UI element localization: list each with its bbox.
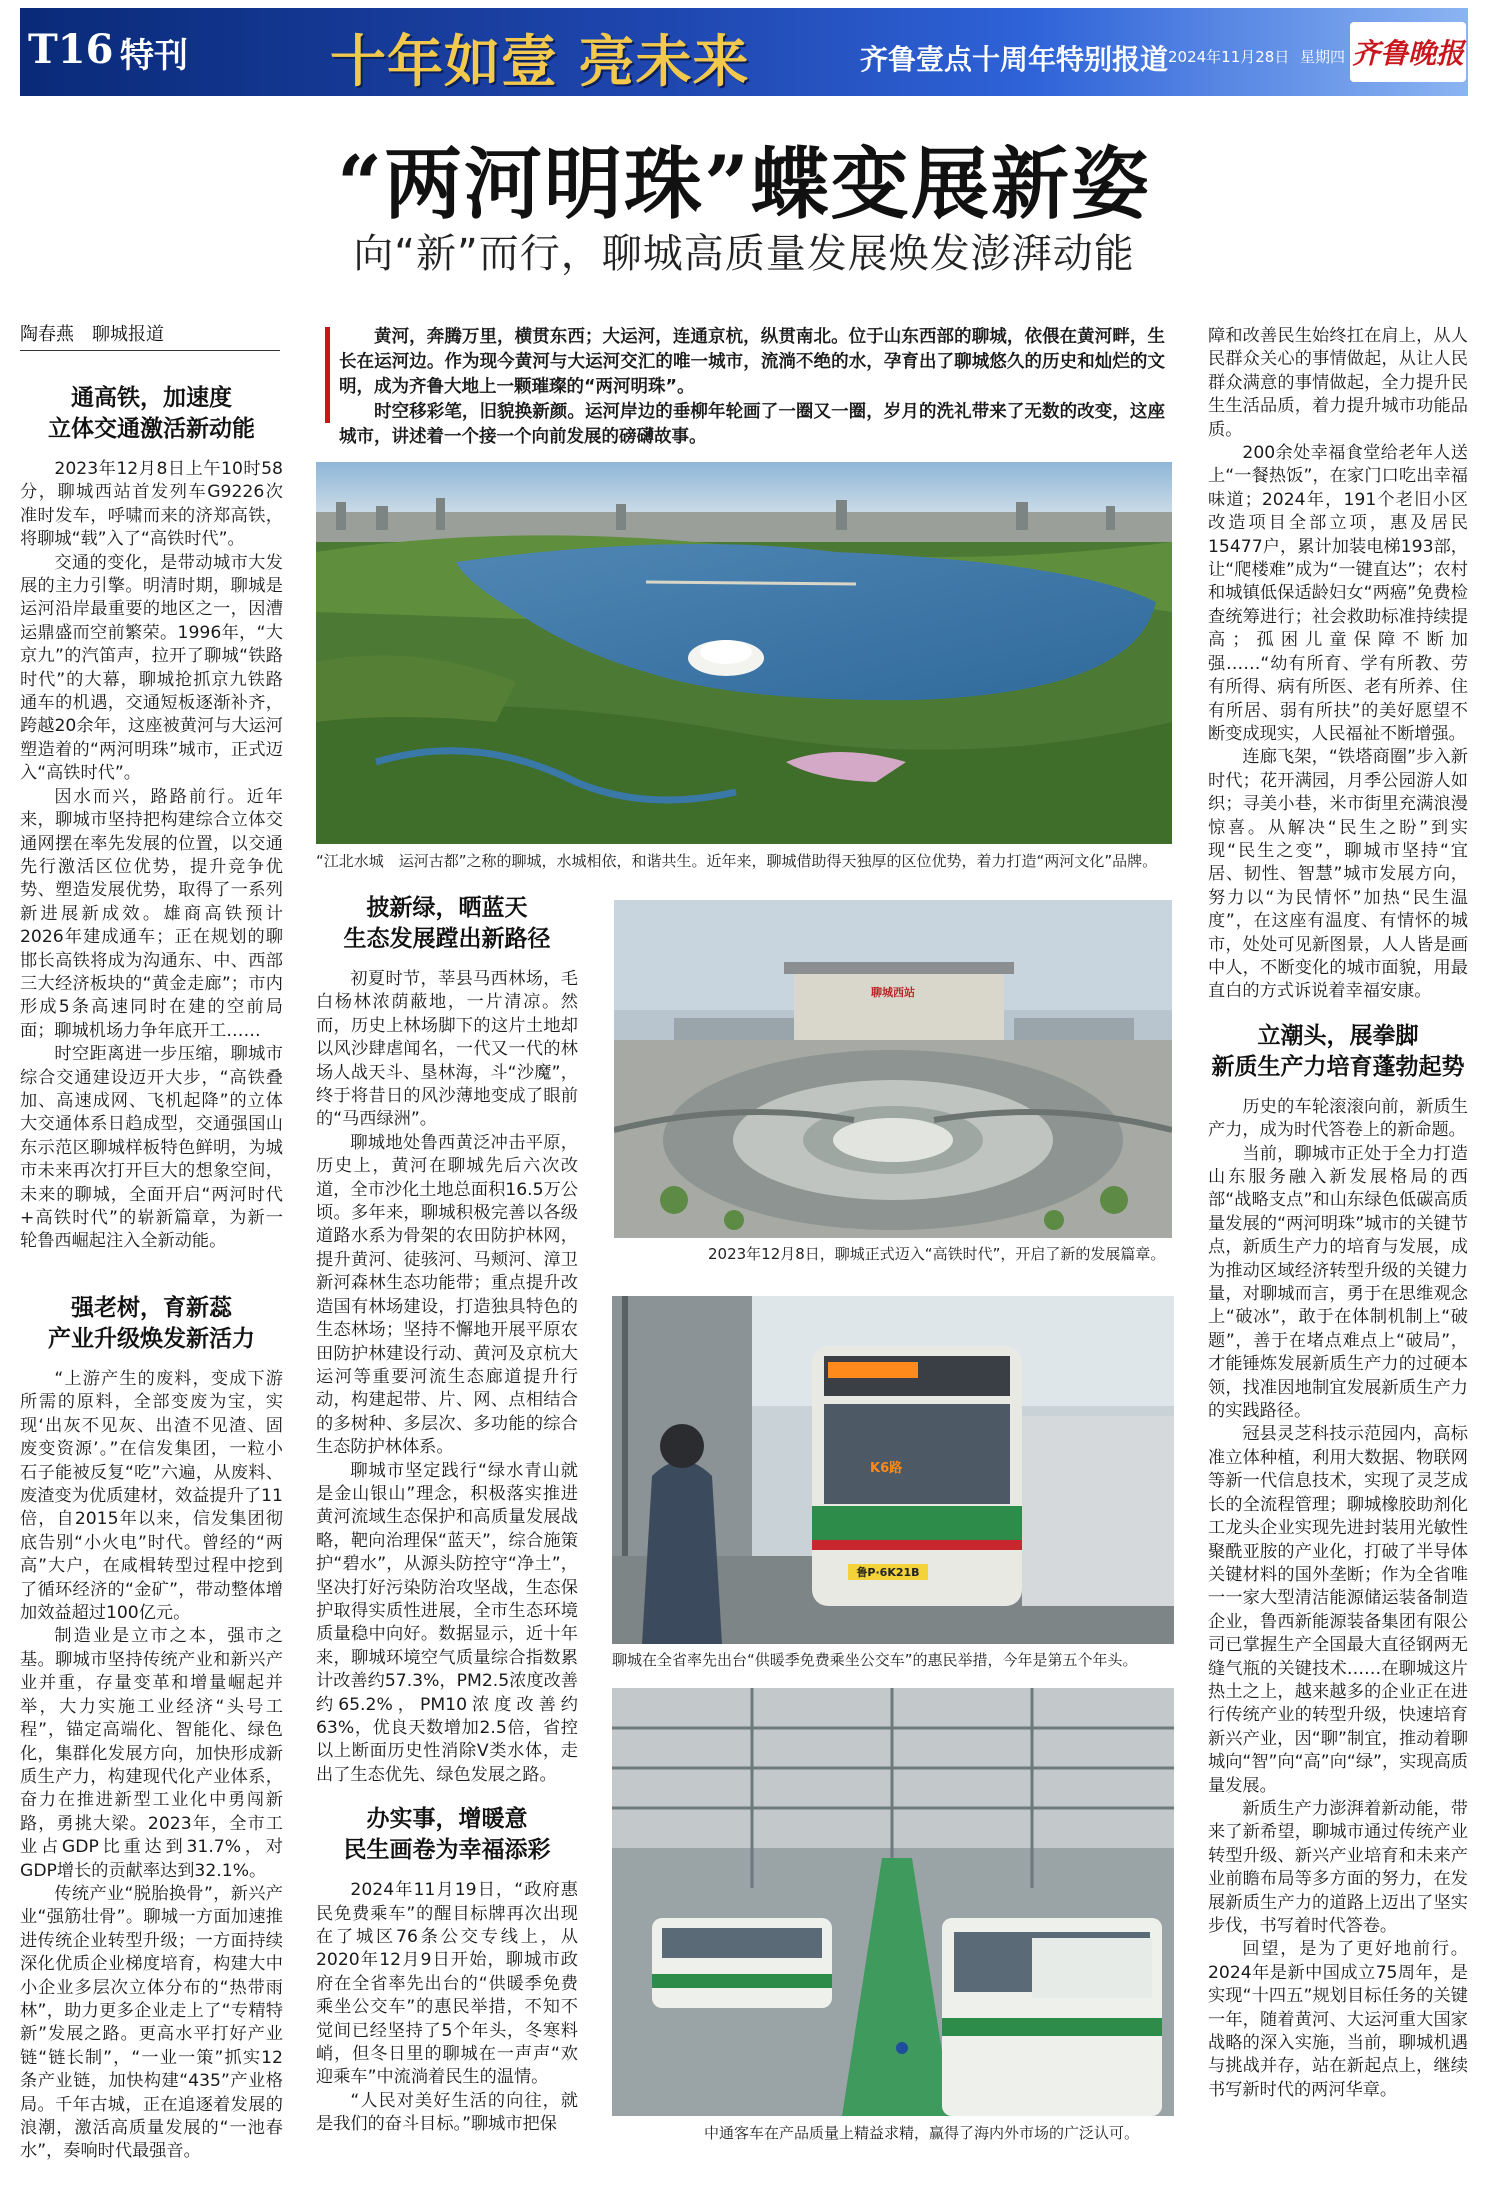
- section-heading: 民生画卷为幸福添彩: [343, 1836, 551, 1864]
- bus-photo-caption: 聊城在全省率先出台“供暖季免费乘坐公交车”的惠民举措，今年是第五个年头。: [612, 1651, 1138, 1669]
- aerial-city-photo-graphic: [316, 462, 1172, 844]
- byline: 陶春燕 聊城报道: [20, 320, 280, 351]
- paragraph: 聊城地处鲁西黄泛冲击平原，历史上，黄河在聊城先后六次改道，全市沙化土地总面积16.5万公顷。多年来，聊城积极完善以各级道路水系为骨架的农田防护林网，提升黄河、徒骇河、马颊河、漳卫新河森林生态功能带；重点提升改造国有林场建设，打造独具特色的生态林场；坚持不懈地开展平原农田防护林建设行动、黄河及京杭大运河等重要河流生态廊道提升行动，构建起带、片、网、点相结合的多树种、多层次、多功能的综合生态防护林体系。: [316, 1132, 578, 1458]
- paragraph: 回望，是为了更好地前行。2024年是新中国成立75周年，是实现“十四五”规划目标任务的关键一年，随着黄河、大运河重大国家战略的深入实施，当前，聊城机遇与挑战并存，站在新起点上，继续书写新时代的两河华章。: [1208, 1939, 1468, 2100]
- section-heading: 披新绿，晒蓝天: [366, 894, 528, 921]
- paragraph: 交通的变化，是带动城市大发展的主力引擎。明清时期，聊城是运河沿岸最重要的地区之一，因漕运鼎盛而空前繁荣。1996年，“大京九”的汽笛声，拉开了聊城“铁路时代”的大幕，聊城抢抓京九铁路通车的机遇，交通短板逐渐补齐，跨越20余年，这座被黄河与大运河塑造着的“两河明珠”城市，正式迈入“高铁时代”。: [20, 552, 283, 784]
- aerial-city-photo: [316, 462, 1172, 844]
- paragraph: “上游产生的废料，变成下游所需的原料，全部变废为宝，实现‘出灰不见灰、出渣不见渣、固废变资源’。”在信发集团，一粒小石子能被反复“吃”六遍，从废料、废渣变为优质建材，效益提升了11倍，自2015年以来，信发集团彻底告别“小火电”时代。曾经的“两高”大户，在咸楫转型过程中挖到了循环经济的“金矿”，带动整体增加效益超过100亿元。: [20, 1369, 283, 1624]
- paragraph: 障和改善民生始终扛在肩上，从人民群众关心的事情做起，从让人民群众满意的事情做起，全力提升民生生活品质，着力提升城市功能品质。: [1208, 326, 1468, 440]
- paragraph: 新质生产力澎湃着新动能，带来了新希望，聊城市通过传统产业转型升级、新兴产业培育和未来产业前瞻布局等多方面的努力，在发展新质生产力的道路上迈出了坚实步伐，书写着时代答卷。: [1208, 1798, 1468, 1936]
- paragraph: 初夏时节，莘县马西林场，毛白杨林浓荫蔽地，一片清凉。然而，历史上林场脚下的这片土地却以风沙肆虐闻名，一代又一代的林场人战天斗、垦林海，斗“沙魔”，终于将昔日的风沙薄地变成了眼前的“马西绿洲”。: [316, 969, 578, 1130]
- bus-factory-photo: [612, 1688, 1174, 2116]
- section-heading: 通高铁，加速度: [71, 384, 232, 411]
- bus-plate-text: 鲁P·6K21B: [856, 1566, 920, 1579]
- section-number: T16: [28, 26, 114, 73]
- paragraph: 聊城市坚定践行“绿水青山就是金山银山”理念，积极落实推进黄河流域生态保护和高质量发展战略，靶向治理保“蓝天”，综合施策护“碧水”，从源头防控守“净土”，坚决打好污染防治攻坚战，生态保护取得实质性进展，全市生态环境质量稳中向好。数据显示，近十年来，聊城环境空气质量综合指数累计改善约57.3%，PM2.5浓度改善约65.2%，PM10浓度改善约63%，优良天数增加2.5倍，省控以上断面历史性消除V类水体，走出了生态优先、绿色发展之路。: [316, 1460, 578, 1785]
- paragraph: “人民对美好生活的向往，就是我们的奋斗目标。”聊城市把保: [316, 2090, 578, 2135]
- issue-weekday: 星期四: [1300, 48, 1346, 66]
- railway-station-photo-graphic: [614, 900, 1172, 1238]
- subheadline: 向“新”而行，聊城高质量发展焕发澎湃动能: [353, 231, 1135, 277]
- railway-station-photo: [614, 900, 1172, 1238]
- free-bus-photo: [612, 1296, 1174, 1644]
- left-column: [20, 382, 283, 1254]
- right-column: [1208, 325, 1468, 2102]
- paragraph: 时空距离进一步压缩，聊城市综合交通建设迈开大步，“高铁叠加、高速成网、飞机起降”的立体大交通体系日趋成型，交通强国山东示范区聊城样板特色鲜明，为城市未来再次打开巨大的想象空间，未来的聊城，全面开启“两河时代+高铁时代”的崭新篇章，为新一轮鲁西崛起注入全新动能。: [20, 1044, 283, 1252]
- section-heading: 办实事，增暖意: [366, 1805, 528, 1833]
- page-header-banner: [20, 8, 1468, 96]
- paragraph: 冠县灵芝科技示范园内，高标准立体种植，利用大数据、物联网等新一代信息技术，实现了灵芝成长的全流程管理；聊城橡胶助剂化工龙头企业实现先进封装用光敏性聚酰亚胺的产业化，打破了半导体关键材料的国外垄断；作为全省唯一一家大型清洁能源储运装备制造企业，鲁西新能源装备集团有限公司已掌握生产全国最大直径钢两无缝气瓶的关键技术……在聊城这片热土之上，越来越多的企业正在进行传统产业的转型升级，快速培育新兴产业，因“聊”制宜，推动着聊城向“智”向“高”向“绿”，实现高质量发展。: [1208, 1424, 1468, 1796]
- factory-photo-caption: 中通客车在产品质量上精益求精，赢得了海内外市场的广泛认可。: [704, 2124, 1140, 2142]
- bus-factory-photo-graphic: [612, 1688, 1174, 2116]
- section-name: 特刊: [120, 36, 188, 76]
- paragraph: 因水而兴，路路前行。近年来，聊城市坚持把构建综合立体交通网摆在率先发展的位置，以交通先行激活区位优势，提升竞争优势、塑造发展优势，取得了一系列新进展新成效。雄商高铁预计2026年建成通车；正在规划的聊邯长高铁将成为沟通东、中、西部三大经济板块的“黄金走廊”；市内形成5条高速同时在建的空前局面；聊城机场力争年底开工……: [20, 786, 283, 1041]
- section-heading: 产业升级焕发新活力: [48, 1325, 255, 1352]
- article-intro: [325, 325, 1165, 450]
- section-heading: 立体交通激活新动能: [48, 415, 255, 442]
- bus-route-text: K6路: [870, 1461, 903, 1476]
- middle-column: [316, 892, 578, 2137]
- section-heading: 新质生产力培育蓬勃起势: [1211, 1052, 1465, 1080]
- intro-paragraph: 黄河，奔腾万里，横贯东西；大运河，连通京杭，纵贯南北。位于山东西部的聊城，依偎在黄河畔，生长在运河边。作为现今黄河与大运河交汇的唯一城市，流淌不绝的水，孕育出了聊城悠久的历史和灿烂的文明，成为齐鲁大地上一颗璀璨的“两河明珠”。: [339, 327, 1165, 397]
- left-column-lower: [20, 1292, 283, 2164]
- anniversary-slogan: 十年如壹 亮未来: [330, 29, 750, 95]
- paragraph: 200余处幸福食堂给老年人送上“一餐热饭”，在家门口吃出幸福味道；2024年，191个老旧小区改造项目全部立项，惠及居民15477户，累计加装电梯193部，让“爬楼难”成为“一键直达”；农村和城镇低保适龄妇女“两癌”免费检查统筹进行；社会救助标准持续提高；孤困儿童保障不断加强……“幼有所育、学有所教、劳有所得、病有所医、老有所养、住有所居、弱有所扶”的美好愿望不断变成现实，人民福祉不断增强。: [1208, 443, 1468, 744]
- free-bus-photo-graphic: [612, 1296, 1174, 1644]
- section-heading: 生态发展蹚出新路径: [343, 925, 551, 952]
- newspaper-logo: [1350, 22, 1466, 82]
- paragraph: 连廊飞架，“铁塔商圈”步入新时代；花开满园，月季公园游人如织；寻美小巷，米市街里充满浪漫惊喜。从解决“民生之盼”到实现“民生之变”，聊城市坚持“宜居、韧性、智慧”城市发展方向，努力以“为民情怀”加热“民生温度”，在这座有温度、有情怀的城市，处处可见新图景，人人皆是画中人，不断变化的城市面貌，用最直白的方式诉说着幸福安康。: [1208, 747, 1468, 1002]
- aerial-photo-caption: “江北水城 运河古都”之称的聊城，水城相依，和谐共生。近年来，聊城借助得天独厚的区位优势，着力打造“两河文化”品牌。: [316, 852, 1158, 870]
- newspaper-logo-text: 齐鲁晚报: [1351, 37, 1464, 70]
- paragraph: 当前，聊城市正处于全力打造山东服务融入新发展格局的西部“战略支点”和山东绿色低碳高质量发展的“两河明珠”城市的关键节点，新质生产力的培育与发展，成为推动区域经济转型升级的关键力量，对聊城而言，勇于在思维观念上“破冰”，敢于在体制机制上“破题”，善于在堵点难点上“破局”，才能锤炼发展新质生产力的过硬本领，找准因地制宜发展新质生产力的实践路径。: [1208, 1143, 1468, 1422]
- station-photo-caption: 2023年12月8日，聊城正式迈入“高铁时代”，开启了新的发展篇章。: [708, 1245, 1166, 1263]
- section-heading: 立潮头，展拳脚: [1257, 1021, 1419, 1049]
- station-sign-text: 聊城西站: [871, 986, 915, 999]
- paragraph: 2023年12月8日上午10时58分，聊城西站首发列车G9226次准时发车，呼啸而来的济郑高铁，将聊城“载”入了“高铁时代”。: [20, 459, 283, 550]
- section-heading: 强老树，育新蕊: [71, 1294, 232, 1321]
- issue-date: 2024年11月28日: [1168, 48, 1290, 66]
- paragraph: 制造业是立市之本，强市之基。聊城市坚持传统产业和新兴产业并重，存量变革和增量崛起并举，大力实施工业经济“头号工程”，锚定高端化、智能化、绿色化，集群化发展方向，加快形成新质生产力，构建现代化产业体系，奋力在推进新型工业化中勇闯新路，勇挑大梁。2023年，全市工业占GDP比重达到31.7%，对GDP增长的贡献率达到32.1%。: [20, 1626, 283, 1881]
- headline: “两河明珠”蝶变展新姿: [337, 139, 1151, 230]
- paragraph: 历史的车轮滚滚向前，新质生产力，成为时代答卷上的新命题。: [1208, 1096, 1468, 1141]
- intro-paragraph: 时空移彩笔，旧貌换新颜。运河岸边的垂柳年轮画了一圈又一圈，岁月的洗礼带来了无数的改变，这座城市，讲述着一个接一个向前发展的磅礴故事。: [339, 402, 1165, 447]
- paragraph: 传统产业“脱胎换骨”，新兴产业“强筋壮骨”。聊城一方面加速推进传统企业转型升级；一方面持续深化优质企业梯度培育，构建大中小企业多层次立体分布的“热带雨林”，助力更多企业走上了“专精特新”发展之路。更高水平打好产业链“链长制”，“一业一策”抓实12条产业链，加快构建“435”产业格局。千年古城，正在追逐着发展的浪潮，激活高质量发展的“一池春水”，奏响时代最强音。: [20, 1883, 283, 2162]
- special-report-label: 齐鲁壹点十周年特别报道: [860, 43, 1169, 76]
- paragraph: 2024年11月19日，“政府惠民免费乘车”的醒目标牌再次出现在了城区76条公交专线上，从2020年12月9日开始，聊城市政府在全省率先出台的“供暖季免费乘坐公交车”的惠民举措，不知不觉间已经坚持了5个年头，冬寒料峭，但冬日里的聊城在一声声“欢迎乘车”中流淌着民生的温情。: [316, 1880, 578, 2088]
